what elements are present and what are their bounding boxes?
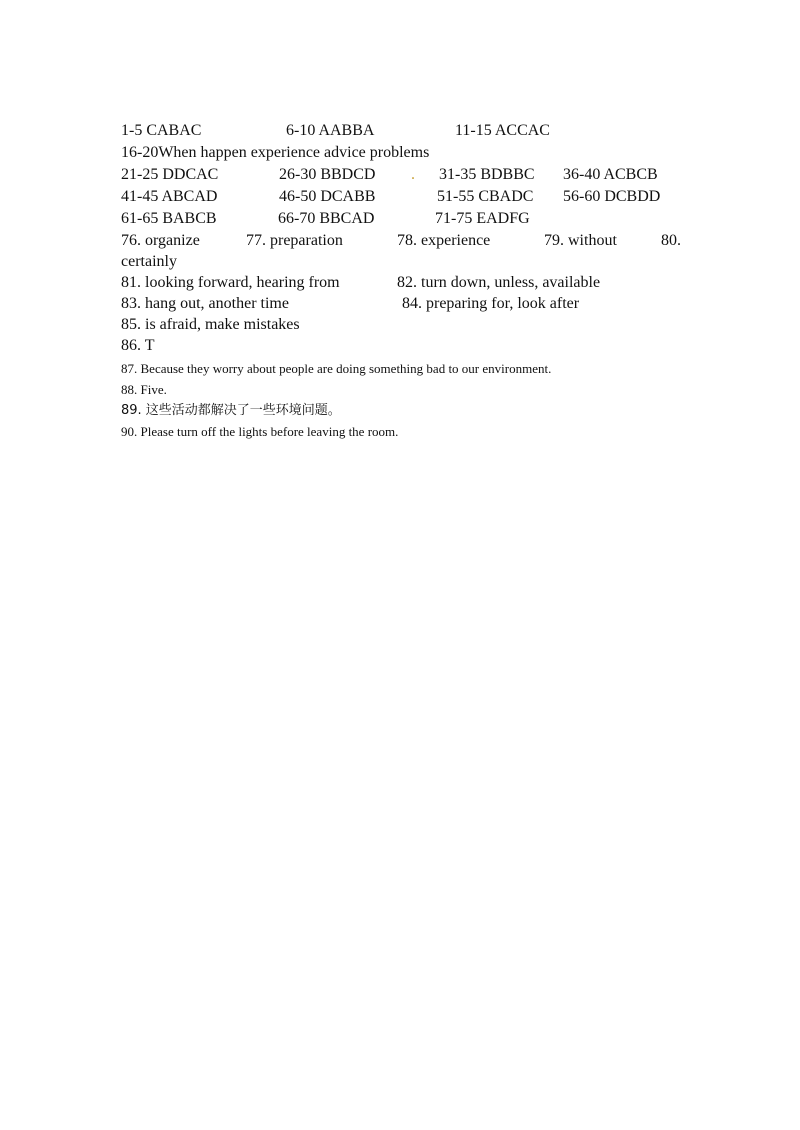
- answers-46-50: 46-50 DCABB: [279, 188, 376, 205]
- answer-row-81-82: [121, 272, 681, 293]
- answers-21-25: 21-25 DDCAC: [121, 166, 219, 183]
- answer-row-16-20: [121, 142, 681, 164]
- answers-61-65: 61-65 BABCB: [121, 210, 217, 227]
- answer-row-61-75: [121, 208, 681, 230]
- answer-78: 78. experience: [397, 232, 491, 249]
- answers-6-10: 6-10 AABBA: [286, 122, 375, 139]
- answers-36-40: 36-40 ACBCB: [563, 166, 658, 183]
- answer-84: 84. preparing for, look after: [402, 295, 580, 312]
- answer-key: [121, 120, 681, 442]
- answer-row-41-60: [121, 186, 681, 208]
- answer-80: 80.: [661, 232, 681, 249]
- answers-11-15: 11-15 ACCAC: [455, 122, 550, 139]
- answer-80-continued: certainly: [121, 253, 177, 270]
- answer-77: 77. preparation: [246, 232, 343, 249]
- answers-71-75: 71-75 EADFG: [435, 210, 530, 227]
- answer-row-83-84: [121, 293, 681, 314]
- answers-56-60: 56-60 DCBDD: [563, 188, 661, 205]
- answers-26-30: 26-30 BBDCD: [279, 166, 376, 183]
- answer-82: 82. turn down, unless, available: [397, 274, 601, 291]
- answer-86: 86. T: [121, 337, 155, 354]
- answer-79: 79. without: [544, 232, 617, 249]
- answer-89: 89. 这些活动都解决了一些环境问题。: [121, 403, 341, 418]
- answers-66-70: 66-70 BBCAD: [278, 210, 375, 227]
- answers-51-55: 51-55 CBADC: [437, 188, 534, 205]
- answers-1-5: 1-5 CABAC: [121, 122, 202, 139]
- answers-41-45: 41-45 ABCAD: [121, 188, 218, 205]
- answer-76: 76. organize: [121, 232, 200, 249]
- answer-row-1-15: [121, 120, 681, 142]
- decorative-dot: .: [411, 166, 415, 183]
- answer-83: 83. hang out, another time: [121, 295, 289, 312]
- answer-row-76-80: [121, 230, 681, 251]
- answer-88: 88. Five.: [121, 382, 167, 397]
- answer-87: 87. Because they worry about people are doing something bad to our environment.: [121, 361, 552, 376]
- answer-81: 81. looking forward, hearing from: [121, 274, 340, 291]
- answer-85: 85. is afraid, make mistakes: [121, 316, 300, 333]
- answers-16-20: 16-20When happen experience advice problems: [121, 144, 430, 161]
- answers-31-35: 31-35 BDBBC: [439, 166, 535, 183]
- answer-90: 90. Please turn off the lights before leaving the room.: [121, 424, 399, 439]
- answer-row-21-40: [121, 164, 681, 186]
